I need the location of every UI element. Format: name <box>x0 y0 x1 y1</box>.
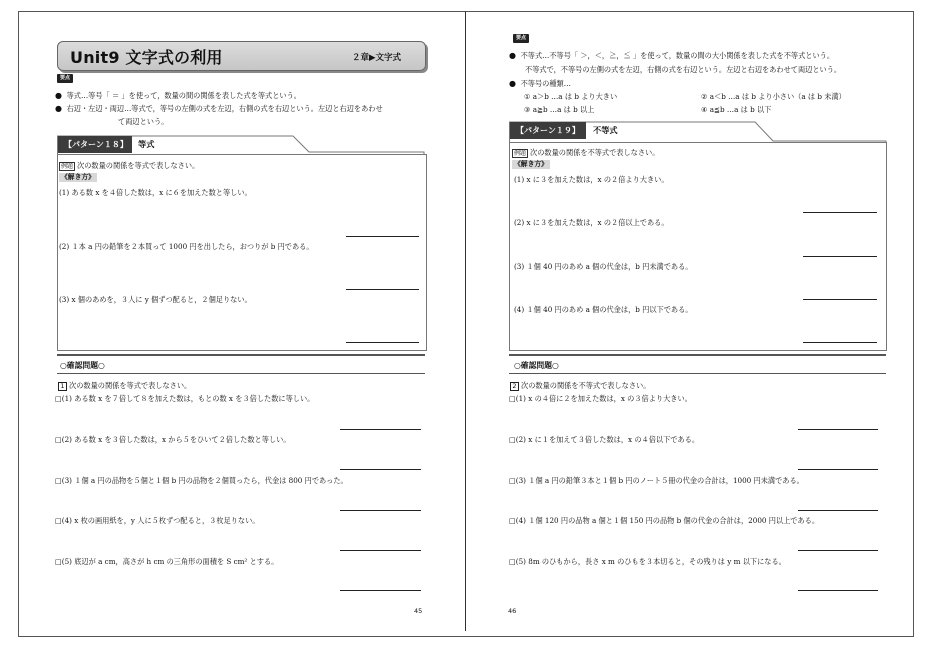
section-rule <box>509 373 886 374</box>
example-line: 例題 次の数量の関係を不等式で表しなさい。 <box>514 148 660 157</box>
pattern-box <box>509 142 887 351</box>
answer-line <box>346 342 419 343</box>
kakunin-heading: ○確認問題○ <box>514 361 559 370</box>
point-item: ● 不等式…不等号「 ＞，＜，≧，≦ 」を使って，数量の間の大小関係を表した式を不等式という。 <box>509 51 835 60</box>
answer-line <box>340 429 421 430</box>
example-line: 例題 次の数量の関係を等式で表しなさい。 <box>61 161 200 170</box>
question-2: (2) x に３を加えた数は，x の２倍以上である。 <box>514 218 669 227</box>
exercise-prompt: 2 次の数量の関係を不等式で表しなさい。 <box>510 381 650 391</box>
answer-line <box>340 550 421 551</box>
point-item-continued: て両辺という。 <box>118 117 169 126</box>
exercise-4: □(4) x 枚の画用紙を，y 人に５枚ずつ配ると，３枚足りない。 <box>55 516 260 525</box>
example-tag: 例題 <box>61 163 74 170</box>
question-4: (4) １個 40 円のあめ a 個の代金は，b 円以下である。 <box>514 305 693 314</box>
pattern-tag: 【パターン１８】 <box>58 136 132 153</box>
pattern-name: 等式 <box>138 139 155 149</box>
answer-line <box>340 510 421 511</box>
page-number: 46 <box>508 607 517 615</box>
pattern-box <box>57 154 427 351</box>
exercise-2: □(2) ある数 x を３倍した数は，x から５をひいて２倍した数と等しい。 <box>55 435 291 444</box>
answer-line <box>798 590 878 591</box>
question-1: (1) x に３を加えた数は，x の２倍より大きい。 <box>514 175 669 184</box>
question-3: (3) １個 40 円のあめ a 個の代金は，b 円未満である。 <box>514 262 693 271</box>
kakunin-heading: ○確認問題○ <box>60 361 105 370</box>
key-point-icon: 要点 <box>57 74 73 83</box>
answer-line <box>798 469 878 470</box>
section-rule <box>57 373 425 374</box>
answer-line <box>803 256 877 257</box>
answer-line <box>340 590 421 591</box>
exercise-5: □(5) 底辺が a cm，高さが h cm の三角形の面積を S cm² とする。 <box>55 557 279 566</box>
exercise-number: 1 <box>58 382 67 391</box>
exercise-prompt: 1 次の数量の関係を等式で表しなさい。 <box>58 381 191 391</box>
pattern-tag: 【パターン１９】 <box>510 122 586 139</box>
answer-line <box>798 510 878 511</box>
answer-line <box>798 429 878 430</box>
exercise-number: 2 <box>510 382 519 391</box>
howto-label: 《解き方》 <box>514 160 548 168</box>
page-number: 45 <box>414 607 423 615</box>
answer-line <box>346 236 419 237</box>
inequality-kind: ③ a≧b …a は b 以上 <box>524 105 595 114</box>
answer-line <box>803 299 877 300</box>
answer-line <box>346 289 419 290</box>
inequality-kind: ② a＜b …a は b より小さい（a は b 未満） <box>701 92 846 101</box>
question-3: (3) x 個のあめを，３人に y 個ずつ配ると，２個足りない。 <box>59 295 252 304</box>
point-item: ● 不等号の種類… <box>509 79 571 88</box>
example-tag: 例題 <box>514 150 527 157</box>
key-point-icon: 要点 <box>513 34 529 43</box>
exercise-1: □(1) ある数 x を７倍して８を加えた数は，もとの数 x を３倍した数に等しい。 <box>55 394 315 403</box>
exercise-3: □(3) １個 a 円の鉛筆３本と１個 b 円のノート５冊の代金の合計は，1000 円未満である。 <box>509 476 804 485</box>
point-item: ● 等式…等号「 ＝ 」を使って，数量の間の関係を表した式を等式という。 <box>55 91 301 100</box>
point-item-continued: 不等式で，不等号の左側の式を左辺，右側の式を右辺という。左辺と右辺をあわせて両辺という。 <box>525 65 842 74</box>
exercise-2: □(2) x に１を加えて３倍した数は，x の４倍以下である。 <box>509 435 700 444</box>
inequality-kind: ④ a≦b …a は b 以下 <box>701 105 772 114</box>
exercise-5: □(5) 8m のひもから，長さ x m のひもを３本切ると，その残りは y m 以下になる。 <box>509 557 786 566</box>
howto-label: 《解き方》 <box>61 173 95 181</box>
pattern-name: 不等式 <box>593 125 618 135</box>
chapter-label: ２章▶文字式 <box>351 53 401 63</box>
answer-line <box>803 342 877 343</box>
section-rule <box>509 354 886 356</box>
question-1: (1) ある数 x を４倍した数は，x に６を加えた数と等しい。 <box>59 188 252 197</box>
answer-line <box>798 550 878 551</box>
answer-line <box>803 212 877 213</box>
page-spine <box>465 11 466 631</box>
unit-title: Unit9 文字式の利用 <box>70 48 223 67</box>
answer-line <box>340 469 421 470</box>
inequality-kind: ① a＞b …a は b より大きい <box>524 92 618 101</box>
exercise-4: □(4) １個 120 円の品物 a 個と１個 150 円の品物 b 個の代金の合計は，2000 円以上である。 <box>509 516 820 525</box>
section-rule <box>57 354 425 356</box>
exercise-3: □(3) １個 a 円の品物を５個と１個 b 円の品物を２個買ったら，代金は 800 円であった。 <box>55 476 348 485</box>
point-item: ● 右辺・左辺・両辺…等式で，等号の左側の式を左辺，右側の式を右辺という。左辺と右辺をあわせ <box>55 104 383 113</box>
unit-header <box>57 41 426 71</box>
exercise-1: □(1) x の４倍に２を加えた数は，x の３倍より大きい。 <box>509 394 692 403</box>
question-2: (2) １本 a 円の鉛筆を２本買って 1000 円を出したら，おつりが b 円である。 <box>59 242 314 251</box>
